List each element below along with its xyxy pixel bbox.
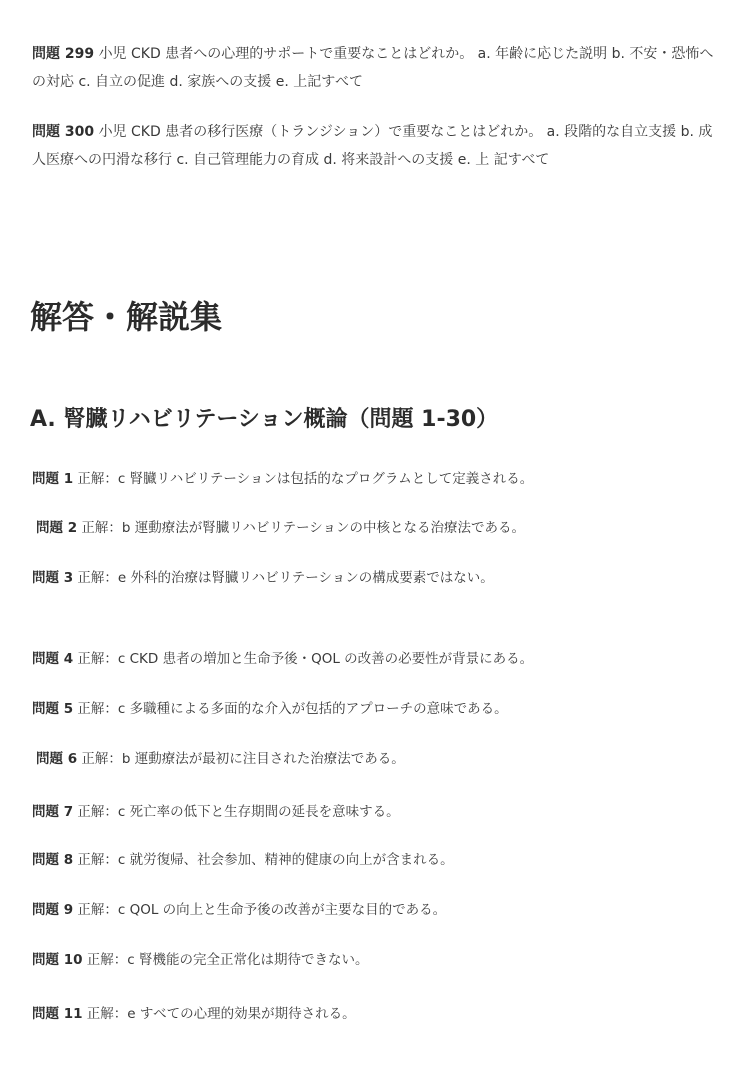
- answer-text: 正解：b 運動療法が腎臓リハビリテーションの中核となる治療法である。: [81, 520, 526, 536]
- answer-11: [32, 1002, 356, 1026]
- answer-number: 問題 8: [32, 852, 74, 868]
- question-text: 小児 CKD 患者への心理的サポートで重要なことはどれか。 a. 年齢に応じた説明 b. 不安・恐怖への対応 c. 自立の促進 d. 家族への支援 e. 上記すべて: [32, 46, 714, 90]
- subsection-title: A. 腎臓リハビリテーション概論（問題 1-30）: [30, 407, 499, 432]
- answer-text: 正解：c 死亡率の低下と生存期間の延長を意味する。: [77, 804, 400, 820]
- answer-number: 問題 11: [32, 1006, 83, 1022]
- answer-number: 問題 2: [36, 520, 78, 536]
- section-title: 解答・解説集: [30, 298, 223, 336]
- answer-1: [32, 467, 533, 491]
- answer-number: 問題 3: [32, 570, 74, 586]
- answer-text: 正解：c 腎臓リハビリテーションは包括的なプログラムとして定義される。: [77, 471, 534, 487]
- answer-3: [32, 566, 494, 590]
- answer-text: 正解：c CKD 患者の増加と生命予後・QOL の改善の必要性が背景にある。: [77, 651, 534, 667]
- answer-number: 問題 7: [32, 804, 74, 820]
- question-299: [32, 40, 716, 96]
- answer-number: 問題 10: [32, 952, 83, 968]
- answer-10: [32, 948, 369, 972]
- question-text: 小児 CKD 患者の移行医療（トランジション）で重要なことはどれか。 a. 段階的な自立支援 b. 成人医療への円滑な移行 c. 自己管理能力の育成 d. 将来設計への支援 e. 上 記すべて: [32, 124, 713, 168]
- answer-text: 正解：c 就労復帰、社会参加、精神的健康の向上が含まれる。: [77, 852, 454, 868]
- answer-number: 問題 6: [36, 751, 78, 767]
- answer-text: 正解：c QOL の向上と生命予後の改善が主要な目的である。: [77, 902, 447, 918]
- question-300: [32, 118, 716, 174]
- answer-text: 正解：b 運動療法が最初に注目された治療法である。: [81, 751, 405, 767]
- answer-text: 正解：e すべての心理的効果が期待される。: [86, 1006, 356, 1022]
- question-number: 問題 300: [32, 124, 95, 140]
- answer-text: 正解：c 腎機能の完全正常化は期待できない。: [86, 952, 369, 968]
- answer-6: [36, 747, 405, 771]
- answer-2: [36, 516, 525, 540]
- answer-5: [32, 697, 508, 721]
- question-number: 問題 299: [32, 46, 95, 62]
- answer-text: 正解：e 外科的治療は腎臓リハビリテーションの構成要素ではない。: [77, 570, 494, 586]
- answer-number: 問題 4: [32, 651, 74, 667]
- answer-number: 問題 1: [32, 471, 74, 487]
- answer-7: [32, 800, 400, 824]
- answer-text: 正解：c 多職種による多面的な介入が包括的アプローチの意味である。: [77, 701, 508, 717]
- answer-number: 問題 5: [32, 701, 74, 717]
- answer-9: [32, 898, 446, 922]
- answer-8: [32, 848, 454, 872]
- answer-4: [32, 647, 533, 671]
- answer-number: 問題 9: [32, 902, 74, 918]
